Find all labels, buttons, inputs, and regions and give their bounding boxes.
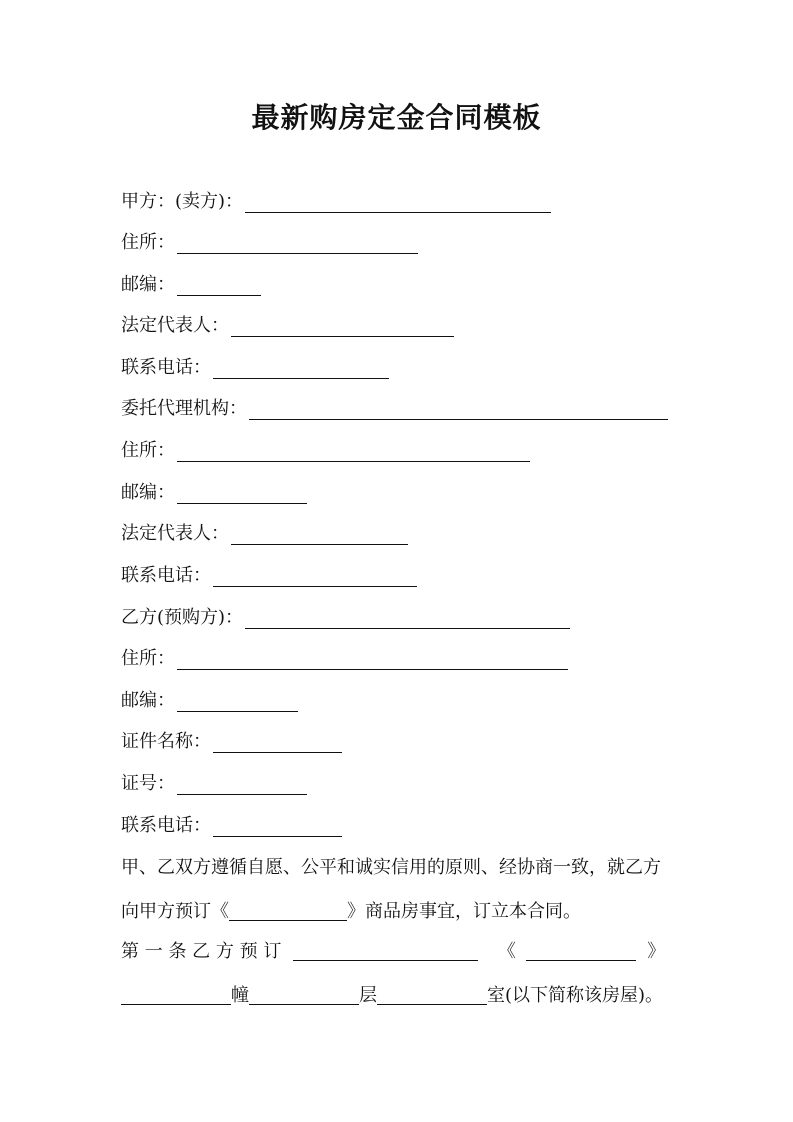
document-title: 最新购房定金合同模板 xyxy=(251,101,542,134)
floor-blank[interactable] xyxy=(249,984,359,1005)
legal-rep-blank-a[interactable] xyxy=(231,316,454,337)
postcode-field-a xyxy=(121,270,261,296)
phone-blank-agency[interactable] xyxy=(213,566,417,587)
agency-field xyxy=(121,394,668,420)
agency-blank[interactable] xyxy=(249,399,668,420)
id-name-blank[interactable] xyxy=(213,732,342,753)
article-1-open-quote: 《 xyxy=(497,941,516,962)
address-blank-b[interactable] xyxy=(177,649,568,670)
postcode-label-agency: 邮编： xyxy=(121,482,175,503)
address-label-agency: 住所： xyxy=(121,440,175,461)
party-b-field xyxy=(121,603,570,629)
legal-rep-label-a: 法定代表人： xyxy=(121,315,229,336)
article-1-line-1 xyxy=(121,937,681,963)
phone-label-agency: 联系电话： xyxy=(121,565,211,586)
party-a-label: 甲方：(卖方)： xyxy=(121,191,244,212)
postcode-blank-a[interactable] xyxy=(177,275,261,296)
building-blank[interactable] xyxy=(121,984,231,1005)
article-1-heading: 第 一 条 乙 方 预 订 xyxy=(121,941,282,962)
id-number-blank[interactable] xyxy=(177,774,307,795)
room-label: 室(以下简称该房屋)。 xyxy=(487,985,664,1006)
floor-label: 层 xyxy=(359,985,377,1006)
phone-label-a: 联系电话： xyxy=(121,357,211,378)
paragraph-line-2 xyxy=(121,897,681,923)
legal-rep-blank-agency[interactable] xyxy=(231,524,408,545)
party-b-blank[interactable] xyxy=(245,608,570,629)
article-1-close-quote: 》 xyxy=(647,941,666,962)
address-label-a: 住所： xyxy=(121,232,175,253)
phone-field-a xyxy=(121,353,389,379)
postcode-label-a: 邮编： xyxy=(121,274,175,295)
id-number-field xyxy=(121,769,307,795)
phone-label-b: 联系电话： xyxy=(121,815,211,836)
address-label-b: 住所： xyxy=(121,648,175,669)
postcode-field-b xyxy=(121,686,298,712)
phone-field-b xyxy=(121,811,342,837)
phone-blank-a[interactable] xyxy=(213,358,389,379)
legal-rep-field-a xyxy=(121,311,454,337)
id-name-label: 证件名称： xyxy=(121,731,211,752)
address-field-b xyxy=(121,644,568,670)
article-1-location-blank[interactable] xyxy=(293,940,478,961)
legal-rep-label-agency: 法定代表人： xyxy=(121,523,229,544)
address-field-agency xyxy=(121,436,530,462)
paragraph-line-1: 甲、乙双方遵循自愿、公平和诚实信用的原则、经协商一致，就乙方 xyxy=(121,857,661,878)
phone-blank-b[interactable] xyxy=(213,816,342,837)
agency-label: 委托代理机构： xyxy=(121,398,247,419)
party-a-field xyxy=(121,187,551,213)
building-label: 幢 xyxy=(231,985,249,1006)
postcode-blank-b[interactable] xyxy=(177,691,298,712)
phone-field-agency xyxy=(121,561,417,587)
address-blank-agency[interactable] xyxy=(177,441,530,462)
id-number-label: 证号： xyxy=(121,773,175,794)
id-name-field xyxy=(121,727,342,753)
paragraph-line-2-prefix: 向甲方预订《 xyxy=(121,901,229,922)
project-name-blank[interactable] xyxy=(229,900,347,921)
paragraph-line-2-suffix: 》商品房事宜，订立本合同。 xyxy=(347,901,581,922)
party-a-blank[interactable] xyxy=(245,192,551,213)
legal-rep-field-agency xyxy=(121,519,408,545)
postcode-blank-agency[interactable] xyxy=(177,483,307,504)
article-1-line-2 xyxy=(121,981,681,1007)
party-b-label: 乙方(预购方)： xyxy=(121,607,244,628)
address-blank-a[interactable] xyxy=(177,233,418,254)
address-field-a xyxy=(121,228,418,254)
article-1-project-blank[interactable] xyxy=(526,940,636,961)
room-blank[interactable] xyxy=(377,984,487,1005)
postcode-label-b: 邮编： xyxy=(121,690,175,711)
postcode-field-agency xyxy=(121,478,307,504)
